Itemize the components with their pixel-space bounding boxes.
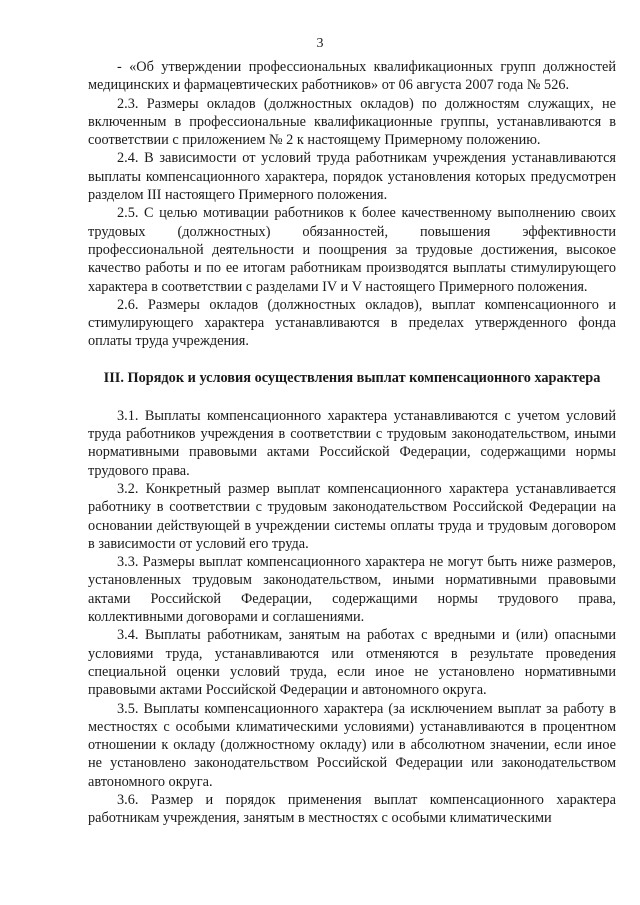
paragraph-2-5: 2.5. С целью мотивации работников к более качественному выполнению своих трудовых (должностных) обязанностей, повышения эффективности профессиональной деятельности и поощрения за трудовые достижения, высокое качество работы и по ее итогам работникам производятся выплаты стимулирующего характера в соответствии с разделами IV и V настоящего Примерного положения.: [88, 205, 616, 295]
paragraph-2-3: 2.3. Размеры окладов (должностных окладов) по должностям служащих, не включенным в профессиональные квалификационные группы, устанавливаются в соответствии с приложением № 2 к настоящему Примерному положению.: [88, 95, 616, 149]
page-number: 3: [316, 36, 324, 51]
paragraph-3-4: 3.4. Выплаты работникам, занятым на работах с вредными и (или) опасными условиями труда, устанавливаются или отменяются в результате проведения специальной оценки условий труда, если иное не установлено нормативными правовыми актами Российской Федерации и автономного округа.: [88, 627, 616, 699]
document-body: [88, 58, 616, 828]
paragraph-order-526: - «Об утверждении профессиональных квалификационных групп должностей медицинских и фармацевтических работников» от 06 августа 2007 года № 526.: [88, 59, 616, 94]
paragraph-2-6: 2.6. Размеры окладов (должностных окладов), выплат компенсационного и стимулирующего характера устанавливаются в пределах утвержденного фонда оплаты труда учреждения.: [88, 296, 616, 350]
paragraph-3-1: 3.1. Выплаты компенсационного характера устанавливаются с учетом условий труда работников учреждения в соответствии с трудовым законодательством, иными нормативными правовыми актами Российской Федерации, содержащими нормы трудового права.: [88, 407, 616, 479]
paragraph-3-3: 3.3. Размеры выплат компенсационного характера не могут быть ниже размеров, установленных трудовым законодательством, иными нормативными правовыми актами Российской Федерации, содержащими нормы трудового права, коллективными договорами и соглашениями.: [88, 554, 616, 626]
paragraph-3-5: 3.5. Выплаты компенсационного характера (за исключением выплат за работу в местностях с особыми климатическими условиями) устанавливаются в процентном отношении к окладу (должностному окладу) или в абсолютном значении, если иное не установлено законодательством Российской Федерации или законодательством автономного округа.: [88, 700, 616, 790]
paragraph-2-4: 2.4. В зависимости от условий труда работникам учреждения устанавливаются выплаты компенсационного характера, порядок установления которых предусмотрен разделом III настоящего Примерного положения.: [88, 150, 616, 204]
paragraph-3-6: 3.6. Размер и порядок применения выплат компенсационного характера работникам учреждения, занятым в местностях с особыми климатическими: [88, 791, 616, 827]
section-heading: III. Порядок и условия осуществления выплат компенсационного характера: [103, 369, 601, 386]
paragraph-3-2: 3.2. Конкретный размер выплат компенсационного характера устанавливается работнику в соответствии с трудовым законодательством Российской Федерации на основании действующей в учреждении системы оплаты труда и трудовым договором в зависимости от условий его труда.: [88, 480, 616, 552]
